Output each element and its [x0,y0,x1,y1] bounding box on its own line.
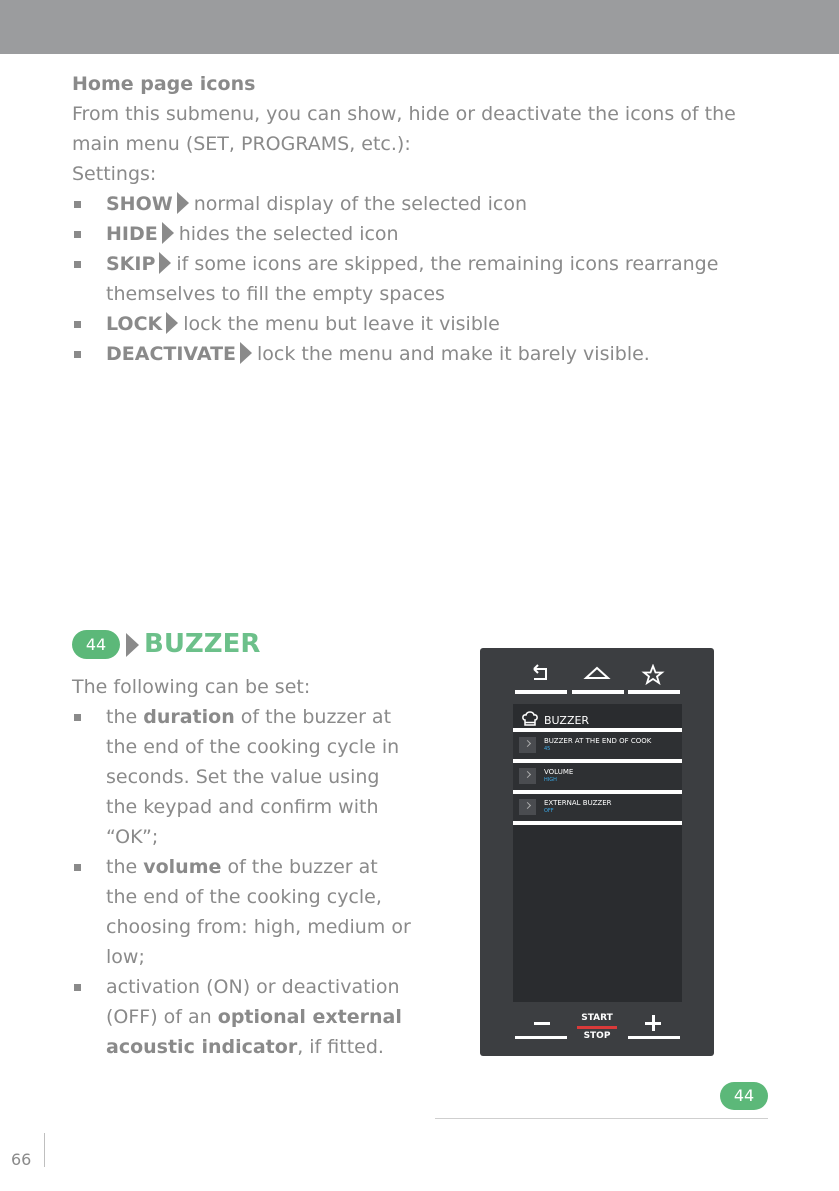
row-value: OFF [544,808,554,814]
setting-keyword: LOCK [106,313,163,335]
home-icon[interactable] [583,664,611,686]
list-item [72,339,772,369]
list-item [72,309,772,339]
bold-term: optional external acoustic indicator [106,1006,402,1058]
start-button[interactable]: START [581,1013,613,1023]
arrow-right-icon [166,312,178,334]
row-value: HIGH [544,777,557,783]
home-icons-heading: Home page icons [72,73,256,95]
device-screen [480,648,714,1056]
home-icons-intro [72,99,772,189]
chevron-right-icon[interactable] [519,768,536,784]
arrow-right-icon [162,222,174,244]
setting-keyword: SKIP [106,253,156,275]
list-item [72,852,412,972]
row-label: BUZZER AT THE END OF COOK [544,737,652,745]
setting-keyword: DEACTIVATE [106,343,237,365]
top-bar [0,0,839,54]
nav-underline [572,690,624,694]
setting-keyword: SHOW [106,193,173,215]
page-separator [44,1133,45,1167]
setting-keyword: HIDE [106,223,158,245]
plus-icon-vertical[interactable] [652,1015,655,1031]
row-divider [513,821,682,825]
section-title: BUZZER [144,629,261,659]
menu-row-end-of-cook[interactable] [513,728,682,759]
back-icon[interactable] [528,664,556,686]
arrow-right-icon [126,633,139,657]
settings-label: Settings: [72,163,157,185]
panel-title: BUZZER [544,714,590,727]
bottom-underline [515,1036,567,1039]
stop-button[interactable]: STOP [583,1031,611,1041]
arrow-right-icon [177,192,189,214]
settings-list [72,189,772,369]
intro-line-1: From this submenu, you can show, hide or deactivate the icons of the [72,103,736,125]
menu-row-volume[interactable] [513,759,682,790]
setting-text: lock the menu and make it barely visible. [257,343,650,365]
footer-rule [435,1118,768,1119]
minus-icon[interactable] [534,1022,550,1025]
setting-text: if some icons are skipped, the remaining icons rearrange themselves to fill the empty spaces [106,253,719,305]
page-badge: 44 [720,1082,768,1110]
star-icon[interactable] [639,664,667,686]
bold-term: volume [143,856,222,878]
setting-text: lock the menu but leave it visible [183,313,500,335]
list-item [72,249,772,309]
settings-panel [513,704,682,1002]
text-run: the [106,856,144,878]
buzzer-options-list [72,702,412,1062]
chef-hat-icon [521,710,539,728]
text-run: of the buzzer at the end of the cooking cycle in seconds. Set the value using the keypad and confirm with “OK”; [106,706,400,848]
intro-line-2: main menu (SET, PROGRAMS, etc.): [72,133,411,155]
chevron-right-icon[interactable] [519,737,536,753]
row-label: VOLUME [544,768,574,776]
arrow-right-icon [159,252,171,274]
buzzer-intro: The following can be set: [72,676,311,698]
row-label: EXTERNAL BUZZER [544,799,612,807]
arrow-right-icon [240,342,252,364]
list-item [72,219,772,249]
page-number: 66 [11,1150,32,1169]
menu-row-external-buzzer[interactable] [513,790,682,821]
nav-underline [515,690,567,694]
bottom-underline [628,1036,680,1039]
nav-underline [628,690,680,694]
setting-text: hides the selected icon [178,223,399,245]
text-run: activation (ON) or deactivation (OFF) of an [106,976,400,1028]
text-run: of the buzzer at the end of the cooking cycle, choosing from: high, medium or low; [106,856,411,968]
list-item [72,972,412,1062]
section-number-badge: 44 [72,630,120,659]
list-item [72,189,772,219]
row-value: 45 [544,746,551,752]
text-run: the [106,706,144,728]
chevron-right-icon[interactable] [519,799,536,815]
text-run: , if fitted. [297,1036,384,1058]
list-item [72,702,412,852]
setting-text: normal display of the selected icon [193,193,528,215]
start-stop-divider [577,1026,617,1029]
bold-term: duration [143,706,235,728]
